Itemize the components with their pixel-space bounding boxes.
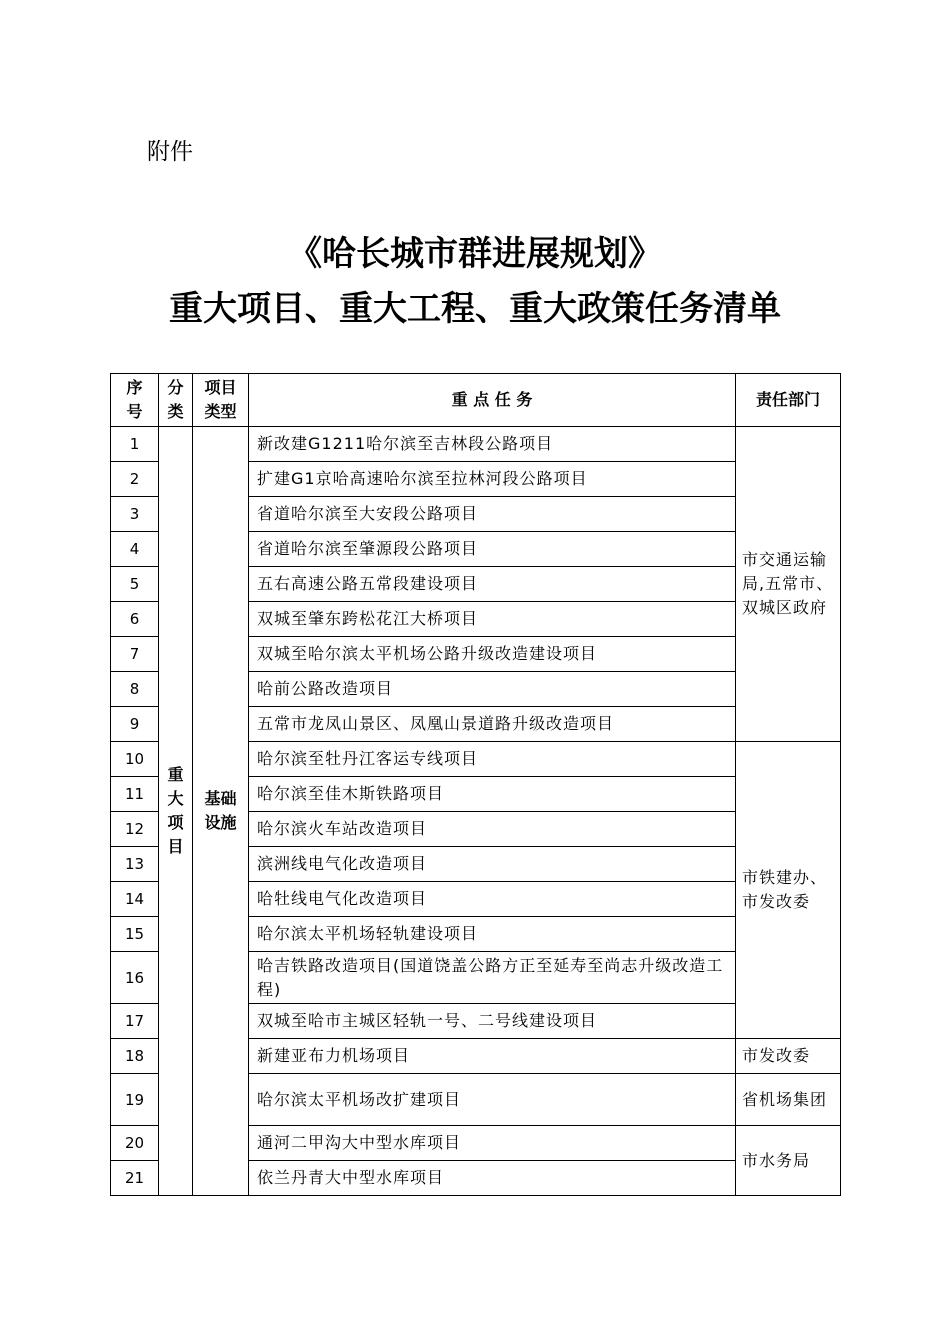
task-cell: 哈尔滨太平机场轻轨建设项目 <box>249 917 736 952</box>
header-task: 重 点 任 务 <box>249 374 736 427</box>
task-cell: 省道哈尔滨至肇源段公路项目 <box>249 532 736 567</box>
row-number: 16 <box>111 952 159 1004</box>
task-cell: 双城至哈市主城区轻轨一号、二号线建设项目 <box>249 1004 736 1039</box>
task-cell: 五右高速公路五常段建设项目 <box>249 567 736 602</box>
row-number: 17 <box>111 1004 159 1039</box>
task-cell: 扩建G1京哈高速哈尔滨至拉林河段公路项目 <box>249 462 736 497</box>
task-cell: 五常市龙凤山景区、凤凰山景道路升级改造项目 <box>249 707 736 742</box>
document-subtitle: 重大项目、重大工程、重大政策任务清单 <box>169 289 781 329</box>
row-number: 11 <box>111 777 159 812</box>
row-number: 3 <box>111 497 159 532</box>
header-type: 项目类型 <box>193 374 249 427</box>
dept-cell: 市发改委 <box>736 1039 841 1074</box>
task-cell: 哈尔滨至牡丹江客运专线项目 <box>249 742 736 777</box>
row-number: 18 <box>111 1039 159 1074</box>
task-cell: 哈前公路改造项目 <box>249 672 736 707</box>
task-list-table <box>110 373 841 1196</box>
row-number: 2 <box>111 462 159 497</box>
task-cell: 哈尔滨火车站改造项目 <box>249 812 736 847</box>
row-number: 14 <box>111 882 159 917</box>
row-number: 20 <box>111 1126 159 1161</box>
header-seq: 序号 <box>111 374 159 427</box>
task-cell: 滨洲线电气化改造项目 <box>249 847 736 882</box>
task-cell: 双城至哈尔滨太平机场公路升级改造建设项目 <box>249 637 736 672</box>
task-cell: 新改建G1211哈尔滨至吉林段公路项目 <box>249 427 736 462</box>
table-row <box>111 427 841 462</box>
task-cell: 依兰丹青大中型水库项目 <box>249 1161 736 1196</box>
row-number: 15 <box>111 917 159 952</box>
attachment-label: 附件 <box>147 139 193 165</box>
task-cell: 通河二甲沟大中型水库项目 <box>249 1126 736 1161</box>
table-header-row <box>111 374 841 427</box>
task-cell: 哈尔滨太平机场改扩建项目 <box>249 1074 736 1126</box>
dept-cell: 省机场集团 <box>736 1074 841 1126</box>
task-cell: 哈吉铁路改造项目(国道饶盖公路方正至延寿至尚志升级改造工程) <box>249 952 736 1004</box>
row-number: 7 <box>111 637 159 672</box>
task-cell: 哈尔滨至佳木斯铁路项目 <box>249 777 736 812</box>
row-number: 21 <box>111 1161 159 1196</box>
dept-cell: 市铁建办、市发改委 <box>736 742 841 1039</box>
row-number: 9 <box>111 707 159 742</box>
document-title: 《哈长城市群进展规划》 <box>288 234 662 274</box>
row-number: 1 <box>111 427 159 462</box>
row-number: 19 <box>111 1074 159 1126</box>
header-dept: 责任部门 <box>736 374 841 427</box>
category-cell: 重大项目 <box>159 427 193 1196</box>
dept-cell: 市交通运输局,五常市、双城区政府 <box>736 427 841 742</box>
row-number: 6 <box>111 602 159 637</box>
dept-cell: 市水务局 <box>736 1126 841 1196</box>
type-cell: 基础设施 <box>193 427 249 1196</box>
task-cell: 新建亚布力机场项目 <box>249 1039 736 1074</box>
row-number: 10 <box>111 742 159 777</box>
row-number: 8 <box>111 672 159 707</box>
task-cell: 双城至肇东跨松花江大桥项目 <box>249 602 736 637</box>
row-number: 12 <box>111 812 159 847</box>
header-category: 分类 <box>159 374 193 427</box>
row-number: 13 <box>111 847 159 882</box>
row-number: 5 <box>111 567 159 602</box>
row-number: 4 <box>111 532 159 567</box>
task-cell: 哈牡线电气化改造项目 <box>249 882 736 917</box>
task-cell: 省道哈尔滨至大安段公路项目 <box>249 497 736 532</box>
